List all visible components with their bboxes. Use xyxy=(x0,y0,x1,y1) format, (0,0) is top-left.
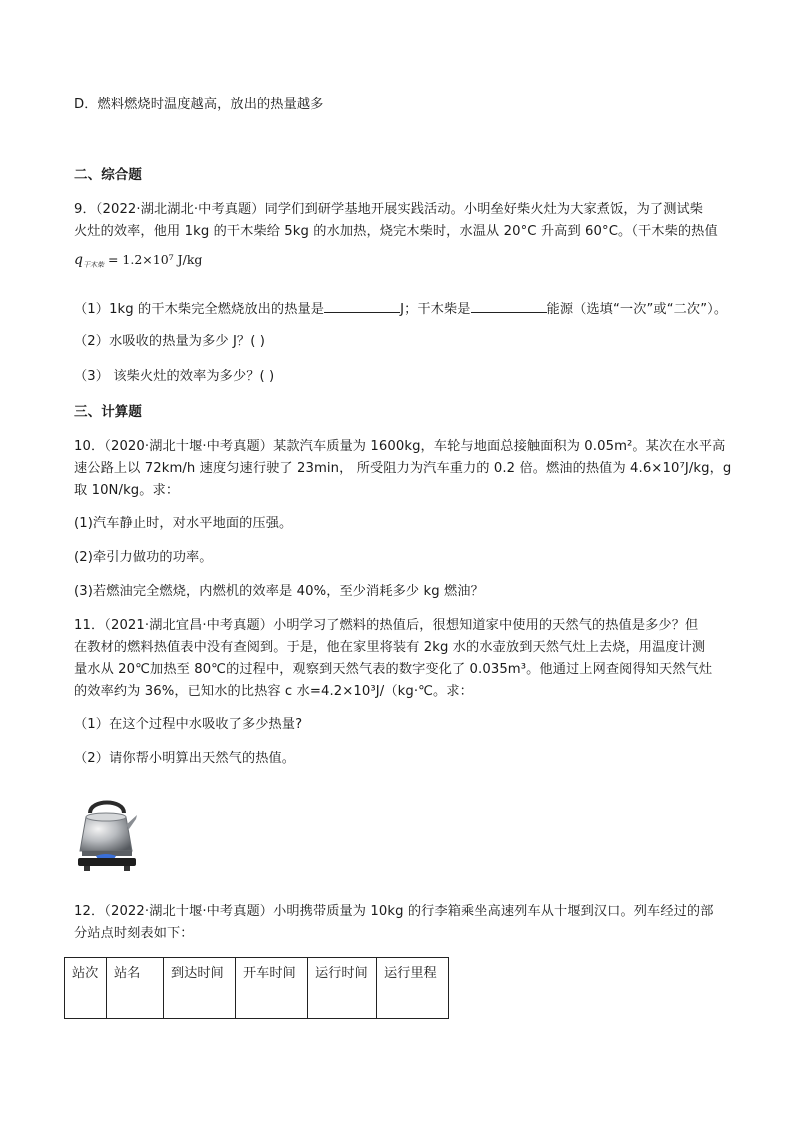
q10-line-2: 速公路上以 72km/h 速度匀速行驶了 23min， 所受阻力为汽车重力的 0.2 倍。燃油的热值为 4.6×10⁷J/kg，g xyxy=(74,461,732,476)
q11-sub-2: （2）请你帮小明算出天然气的热值。 xyxy=(74,751,296,766)
q10-sub-2: (2)牵引力做功的功率。 xyxy=(74,550,213,565)
header-station-name: 站名 xyxy=(107,958,164,1019)
answer-blank[interactable] xyxy=(324,300,400,313)
q11-line-1: 11．（2021·湖北宜昌·中考真题）小明学习了燃料的热值后，很想知道家中使用的天然气的热值是多少？但 xyxy=(74,618,699,633)
header-departure-time: 开车时间 xyxy=(236,958,308,1019)
q11-sub-1: （1）在这个过程中水吸收了多少热量? xyxy=(74,717,303,732)
q9-sub-1 xyxy=(74,300,727,318)
header-running-distance: 运行里程 xyxy=(377,958,449,1019)
header-arrival-time: 到达时间 xyxy=(164,958,236,1019)
q10-sub-1: (1)汽车静止时，对水平地面的压强。 xyxy=(74,516,293,531)
q12-line-1: 12．（2022·湖北十堰·中考真题）小明携带质量为 10kg 的行李箱乘坐高速列车从十堰到汉口。列车经过的部 xyxy=(74,904,714,919)
table-header-row xyxy=(65,958,449,1019)
option-d: D．燃料燃烧时温度越高，放出的热量越多 xyxy=(74,97,324,112)
q12-line-2: 分站点时刻表如下： xyxy=(74,926,194,941)
header-station-no: 站次 xyxy=(65,958,107,1019)
q11-line-2: 在教材的燃料热值表中没有查阅到。于是，他在家里将装有 2kg 水的水壶放到天然气灶上去烧，用温度计测 xyxy=(74,640,706,655)
q11-line-3: 量水从 20℃加热至 80℃的过程中，观察到天然气表的数字变化了 0.035m³。他通过上网查阅得知天然气灶 xyxy=(74,662,713,677)
q9-sub-2: （2）水吸收的热量为多少 J？( ) xyxy=(74,334,266,349)
train-schedule-table xyxy=(64,957,449,1019)
q9-sub1-text-b: J；干木柴是 xyxy=(400,302,471,317)
q9-sub1-text-a: （1）1kg 的干木柴完全燃烧放出的热量是 xyxy=(74,302,325,317)
q10-sub-3: (3)若燃油完全燃烧，内燃机的效率是 40%，至少消耗多少 kg 燃油？ xyxy=(74,584,484,599)
section-heading-comprehensive: 二、综合题 xyxy=(74,167,142,183)
q9-line-2: 火灶的效率，他用 1kg 的干木柴给 5kg 的水加热，烧完木柴时，水温从 20°C 升高到 60°C。（干木柴的热值 xyxy=(74,224,718,239)
formula-symbol: q xyxy=(74,252,83,268)
header-running-time: 运行时间 xyxy=(308,958,377,1019)
q9-formula xyxy=(74,252,202,270)
kettle-on-stove-image xyxy=(76,795,138,873)
q10-line-1: 10．（2020·湖北十堰·中考真题）某款汽车质量为 1600kg，车轮与地面总接触面积为 0.05m²。某次在水平高 xyxy=(74,439,726,454)
q9-sub1-text-c: 能源（选填“一次”或“二次”）。 xyxy=(546,302,728,317)
q9-sub-3: （3） 该柴火灶的效率为多少？( ) xyxy=(74,369,275,384)
q10-line-3: 取 10N/kg。求： xyxy=(74,483,180,498)
answer-blank[interactable] xyxy=(471,300,547,313)
q11-line-4: 的效率约为 36%，已知水的比热容 c 水=4.2×10³J/（kg·℃。求： xyxy=(74,684,473,699)
formula-subscript: 干木柴 xyxy=(82,261,104,269)
section-heading-calculation: 三、计算题 xyxy=(74,404,142,420)
formula-value: = 1.2×10⁷ J/kg xyxy=(103,252,203,267)
q9-line-1: 9．（2022·湖北湖北·中考真题）同学们到研学基地开展实践活动。小明垒好柴火灶为大家煮饭，为了测试柴 xyxy=(74,202,704,217)
